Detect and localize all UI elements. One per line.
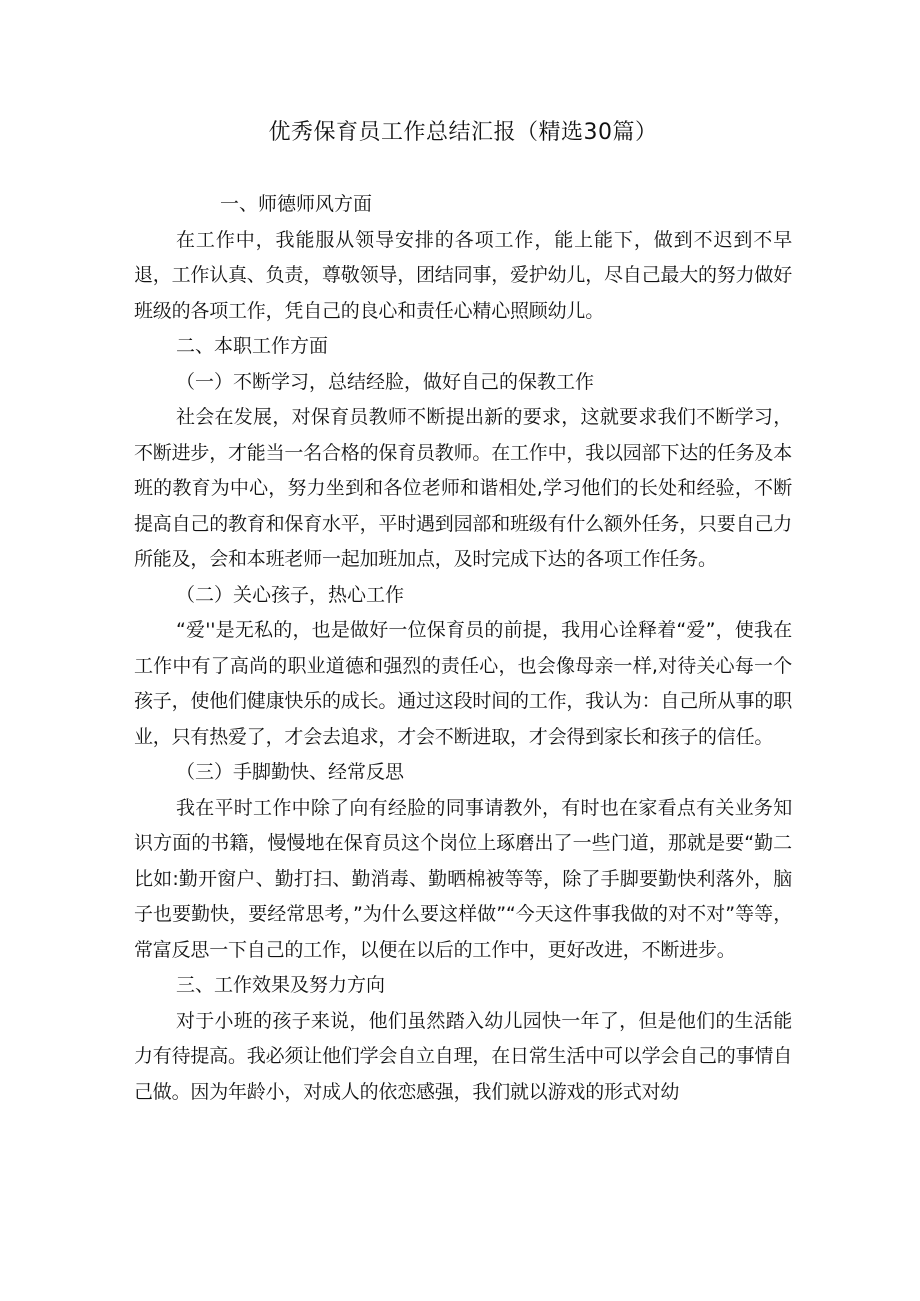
subheading-diligence: （三）手脚勤快、经常反思 [176, 761, 405, 783]
page-title: 优秀保育员工作总结汇报（精选30篇） [268, 120, 658, 145]
paragraph-results: 对于小班的孩子来说，他们虽然踏入幼儿园快一年了，但是他们的生活能力有待提高。我必须让他们学会自立自理，在日常生活中可以学会自己的事情自己做。因为年龄小，对成人的依恋感强，我们就以游戏的形式对幼 [134, 1009, 793, 1103]
paragraph-diligence: 我在平时工作中除了向有经脸的同事请教外，有时也在家看点有关业务知识方面的书籍，慢慢地在保育员这个岗位上琢磨出了一些门道，那就是要“勤二比如:勤开窗户、勤打扫、勤消毒、勤晒棉被等等，除了手脚要勤快利落外，脑子也要勤快，要经常思考，”为什么要这样做”“今天这件事我做的对不对”等等，常富反思一下自己的工作，以便在以后的工作中，更好改进，不断进步。 [134, 796, 792, 961]
subheading-learning: （一）不断学习，总结经脸，做好自己的保教工作 [176, 370, 595, 393]
paragraph-caring: “爱''是无私的，也是做好一位保育员的前提，我用心诠释着“爱”，使我在工作中有了高尚的职业道德和强烈的责任心，也会像母亲一样,对待关心每一个孩子，使他们健康快乐的成长。通过这段时间的工作，我认为：自己所从事的职业，只有热爱了，才会去追求，才会不断进取，才会得到家长和孩子的信任。 [134, 619, 793, 748]
paragraph-ethics: 在工作中，我能服从领导安排的各项工作，能上能下，做到不迟到不早退，工作认真、负责，尊敬领导，团结同事，爱护幼儿，尽自己最大的努力做好班级的各项工作，凭自己的良心和责任心精心照顾幼儿。 [134, 228, 793, 322]
section-heading-results: 三、工作效果及努力方向 [176, 974, 386, 996]
section-heading-ethics: 一、师德师风方面 [220, 193, 373, 215]
paragraph-learning: 社会在发展，对保育员教师不断提出新的要求，这就要求我们不断学习，不断进步，才能当一名合格的保育员教师。在工作中，我以园部下达的任务及本班的教育为中心，努力坐到和各位老师和谐相处,学习他们的长处和经验，不断提高自己的教育和保育水平，平时遇到园部和班级有什么额外任务，只要自己力所能及，会和本班老师一起加班加点，及时完成下达的各项工作任务。 [134, 406, 793, 570]
subheading-caring: （二）关心孩子，热心工作 [176, 583, 405, 606]
section-heading-duties: 二、本职工作方面 [176, 335, 329, 357]
